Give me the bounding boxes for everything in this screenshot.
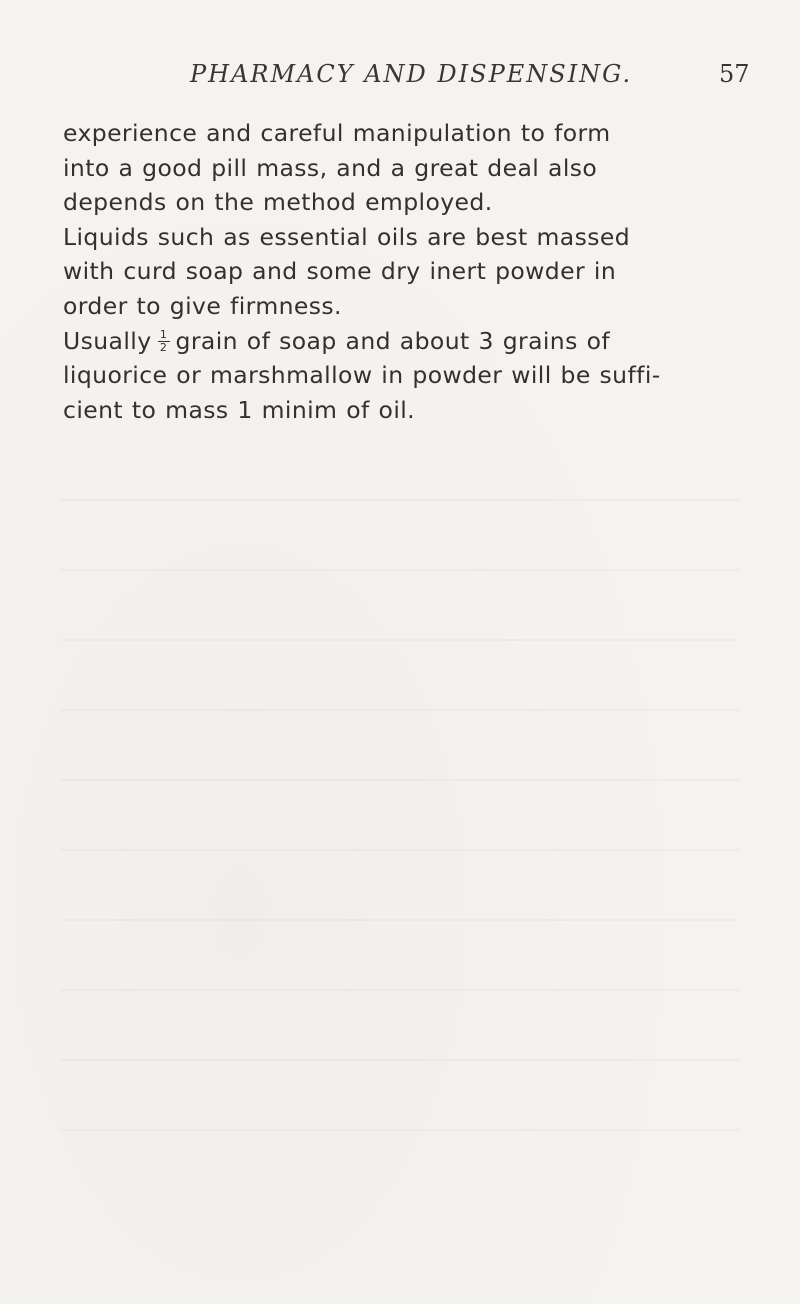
text-line: liquorice or marshmallow in powder will be suffi- xyxy=(63,361,661,390)
page-number: 57 xyxy=(719,60,750,88)
text-line: depends on the method employed. xyxy=(63,188,493,217)
text-line: into a good pill mass, and a great deal also xyxy=(63,153,598,182)
fraction-denominator: 2 xyxy=(159,340,168,354)
page-header xyxy=(0,60,800,100)
text-line: cient to mass 1 minim of oil. xyxy=(63,395,416,424)
text-line xyxy=(63,324,753,359)
text-line: experience and careful manipulation to form xyxy=(63,119,611,147)
text-line: order to give firmness. xyxy=(63,291,342,320)
body-text xyxy=(63,116,753,427)
running-title: PHARMACY AND DISPENSING. xyxy=(190,60,633,88)
fraction-one-half xyxy=(156,329,172,353)
show-through-texture xyxy=(0,460,800,1260)
paragraph-start: Liquids such as essential oils are best massed xyxy=(63,222,631,251)
fraction-numerator: 1 xyxy=(159,327,168,341)
text-line xyxy=(63,220,753,255)
paragraph-start: Usually xyxy=(63,326,152,355)
line-continuation: grain of soap and about 3 grains of xyxy=(175,326,611,355)
text-line: with curd soap and some dry inert powder in xyxy=(63,257,617,286)
